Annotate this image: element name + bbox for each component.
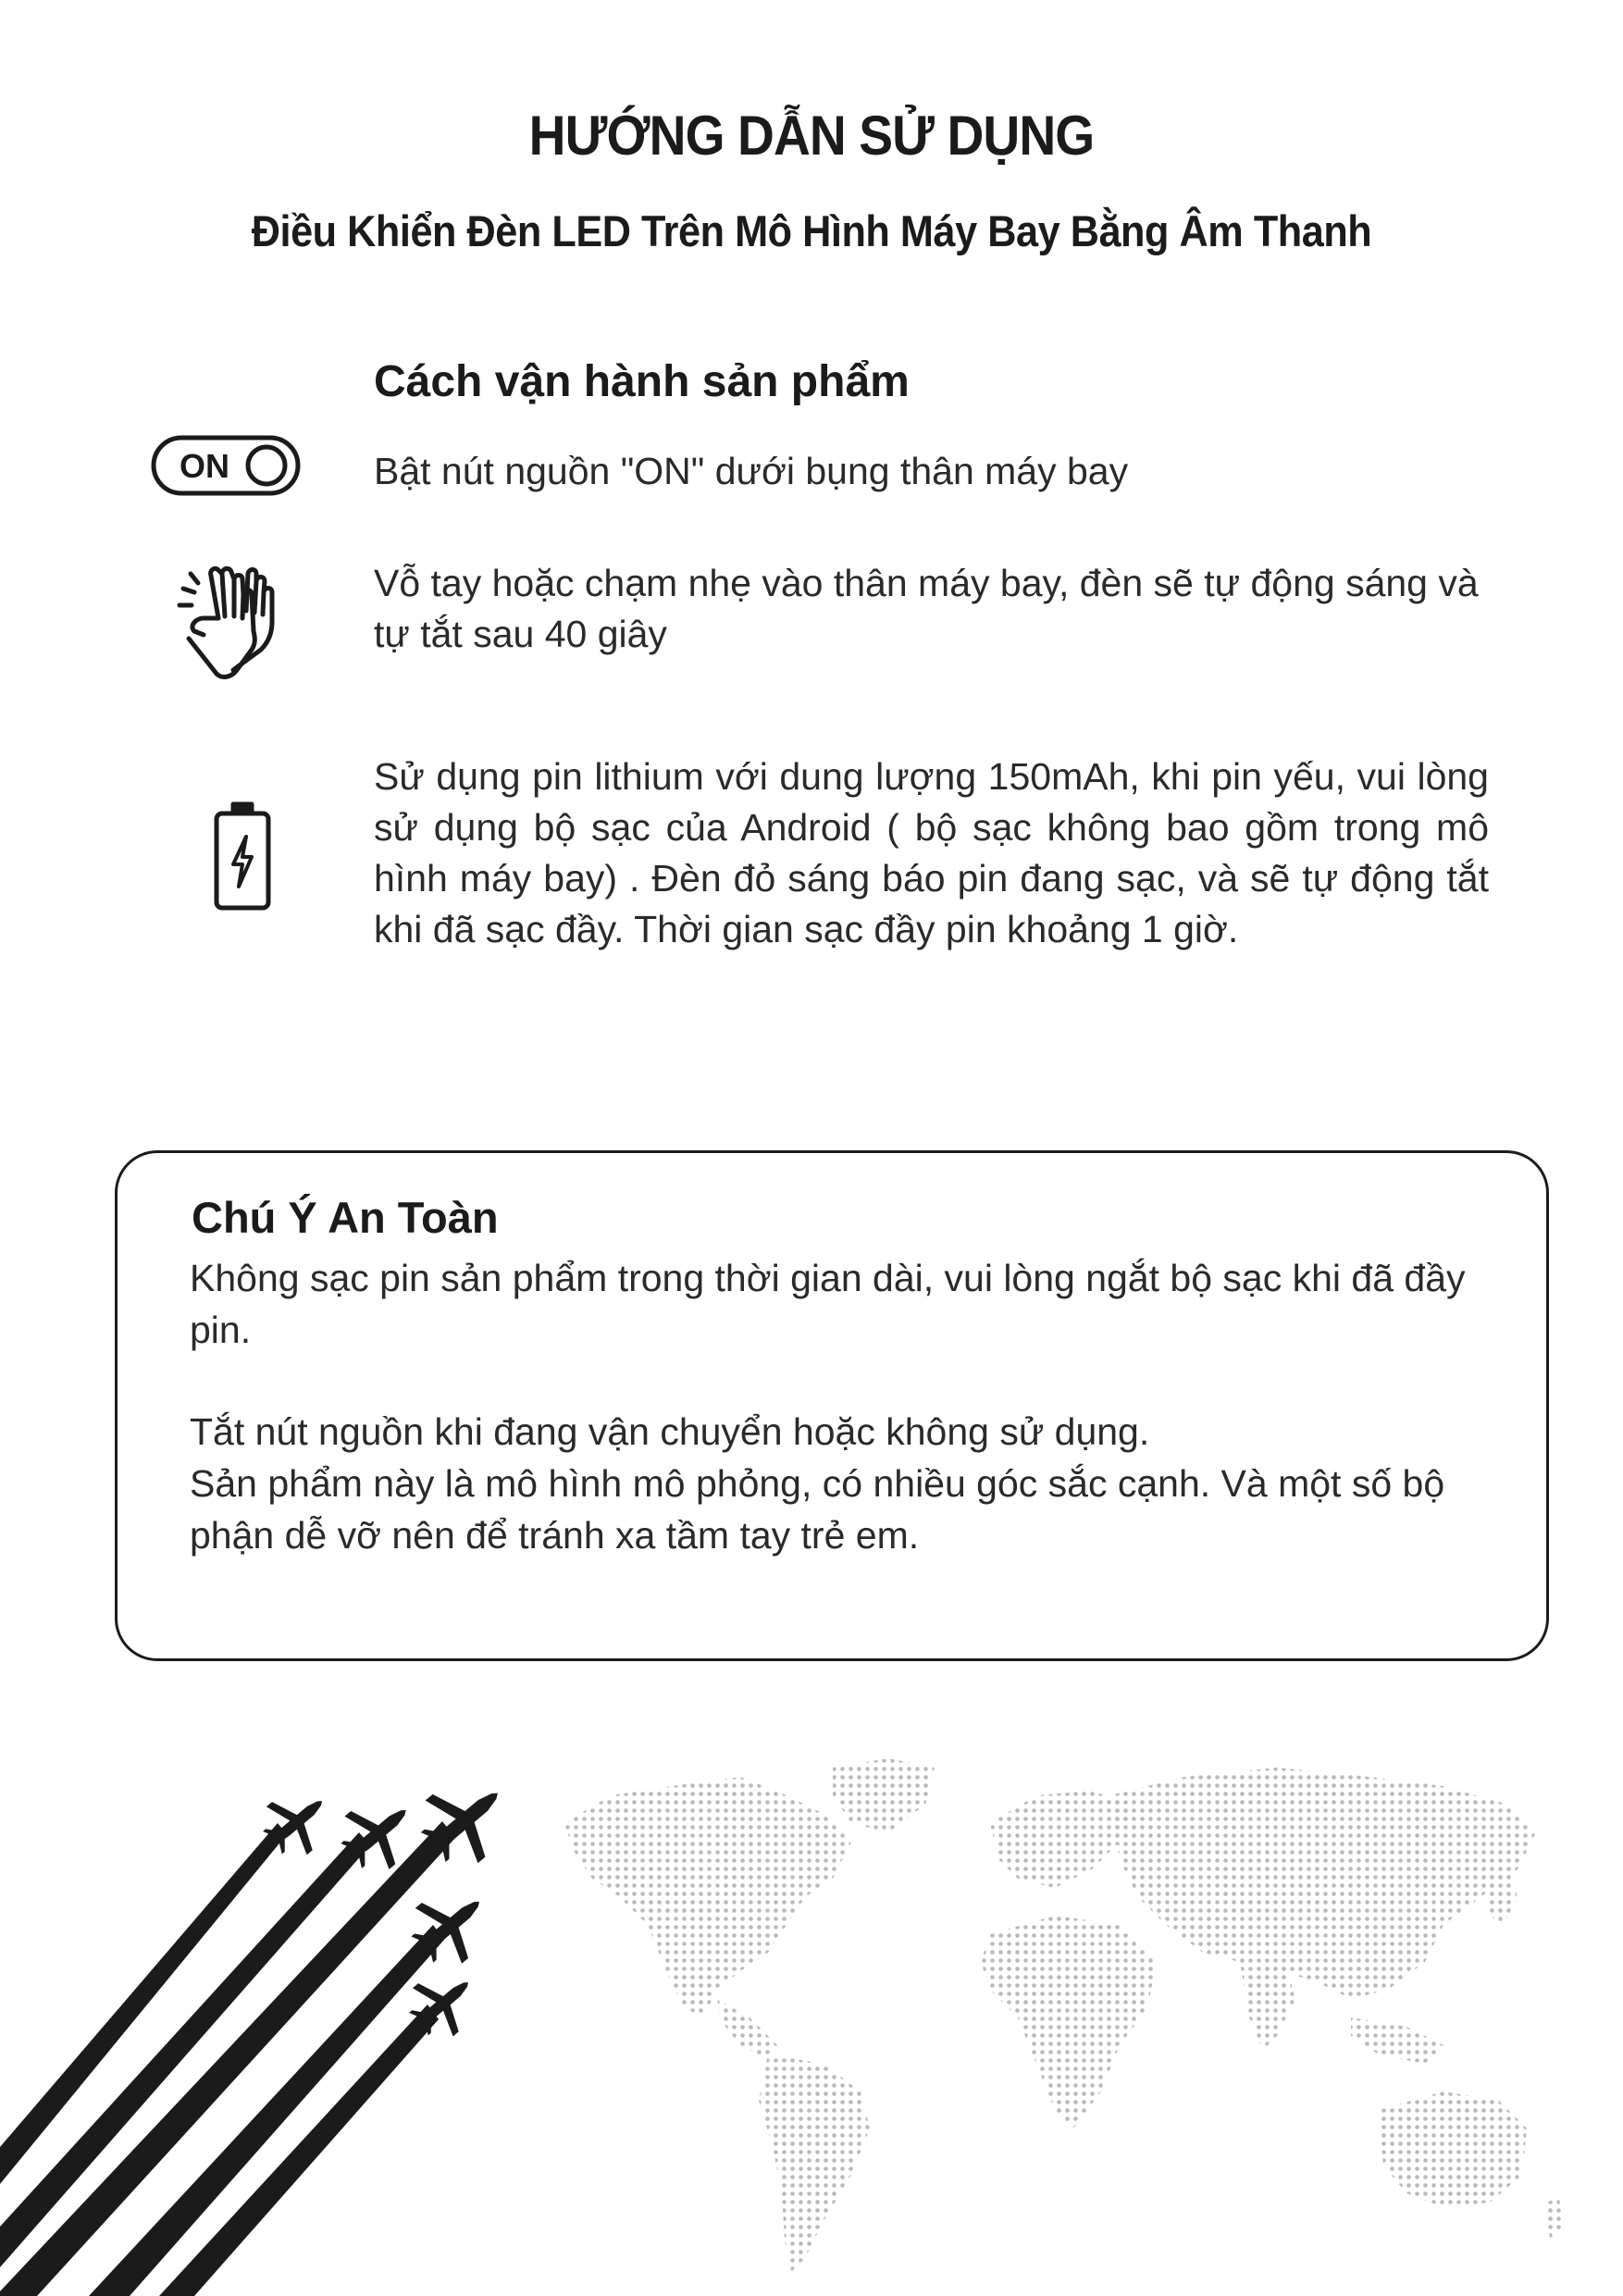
safety-power-off-note: Tắt nút nguồn khi đang vận chuyển hoặc không sử dụng. bbox=[190, 1410, 1150, 1453]
dotted-world-map bbox=[555, 1740, 1573, 2286]
jet-formation-illustration bbox=[0, 1777, 518, 2296]
step-clap-text: Vỗ tay hoặc chạm nhẹ vào thân máy bay, đèn sẽ tự động sáng và tự tắt sau 40 giây bbox=[374, 562, 1479, 655]
safety-children-note: Sản phẩm này là mô hình mô phỏng, có nhiều góc sắc cạnh. Và một số bộ phận dễ vỡ nên để tránh xa tầm tay trẻ em. bbox=[190, 1462, 1445, 1557]
operation-heading: Cách vận hành sản phẩm bbox=[374, 357, 910, 406]
safety-charging-note: Không sạc pin sản phẩm trong thời gian dài, vui lòng ngắt bộ sạc khi đã đầy pin. bbox=[190, 1257, 1466, 1351]
battery-charging-icon bbox=[213, 801, 272, 912]
on-switch-icon bbox=[151, 435, 301, 496]
clapping-hands-icon bbox=[176, 561, 287, 681]
document-title: HƯỚNG DẪN SỬ DỤNG bbox=[528, 105, 1095, 167]
step-battery-text: Sử dụng pin lithium với dung lượng 150mAh, khi pin yếu, vui lòng sử dụng bộ sạc của Android ( bộ sạc không bao gồm trong mô hình máy bay) . Đèn đỏ sáng báo pin đang sạc, và sẽ tự động tắt khi đã sạc đầy. Thời gian sạc đầy pin khoảng 1 giờ. bbox=[374, 755, 1489, 950]
safety-heading: Chú Ý An Toàn bbox=[192, 1193, 499, 1242]
on-switch-label: ON bbox=[180, 447, 229, 485]
step-power-on-text: Bật nút nguồn "ON" dưới bụng thân máy bay bbox=[374, 450, 1129, 492]
safety-notice-box bbox=[115, 1150, 1549, 1661]
document-subtitle: Điều Khiển Đèn LED Trên Mô Hình Máy Bay Bằng Âm Thanh bbox=[251, 206, 1372, 255]
